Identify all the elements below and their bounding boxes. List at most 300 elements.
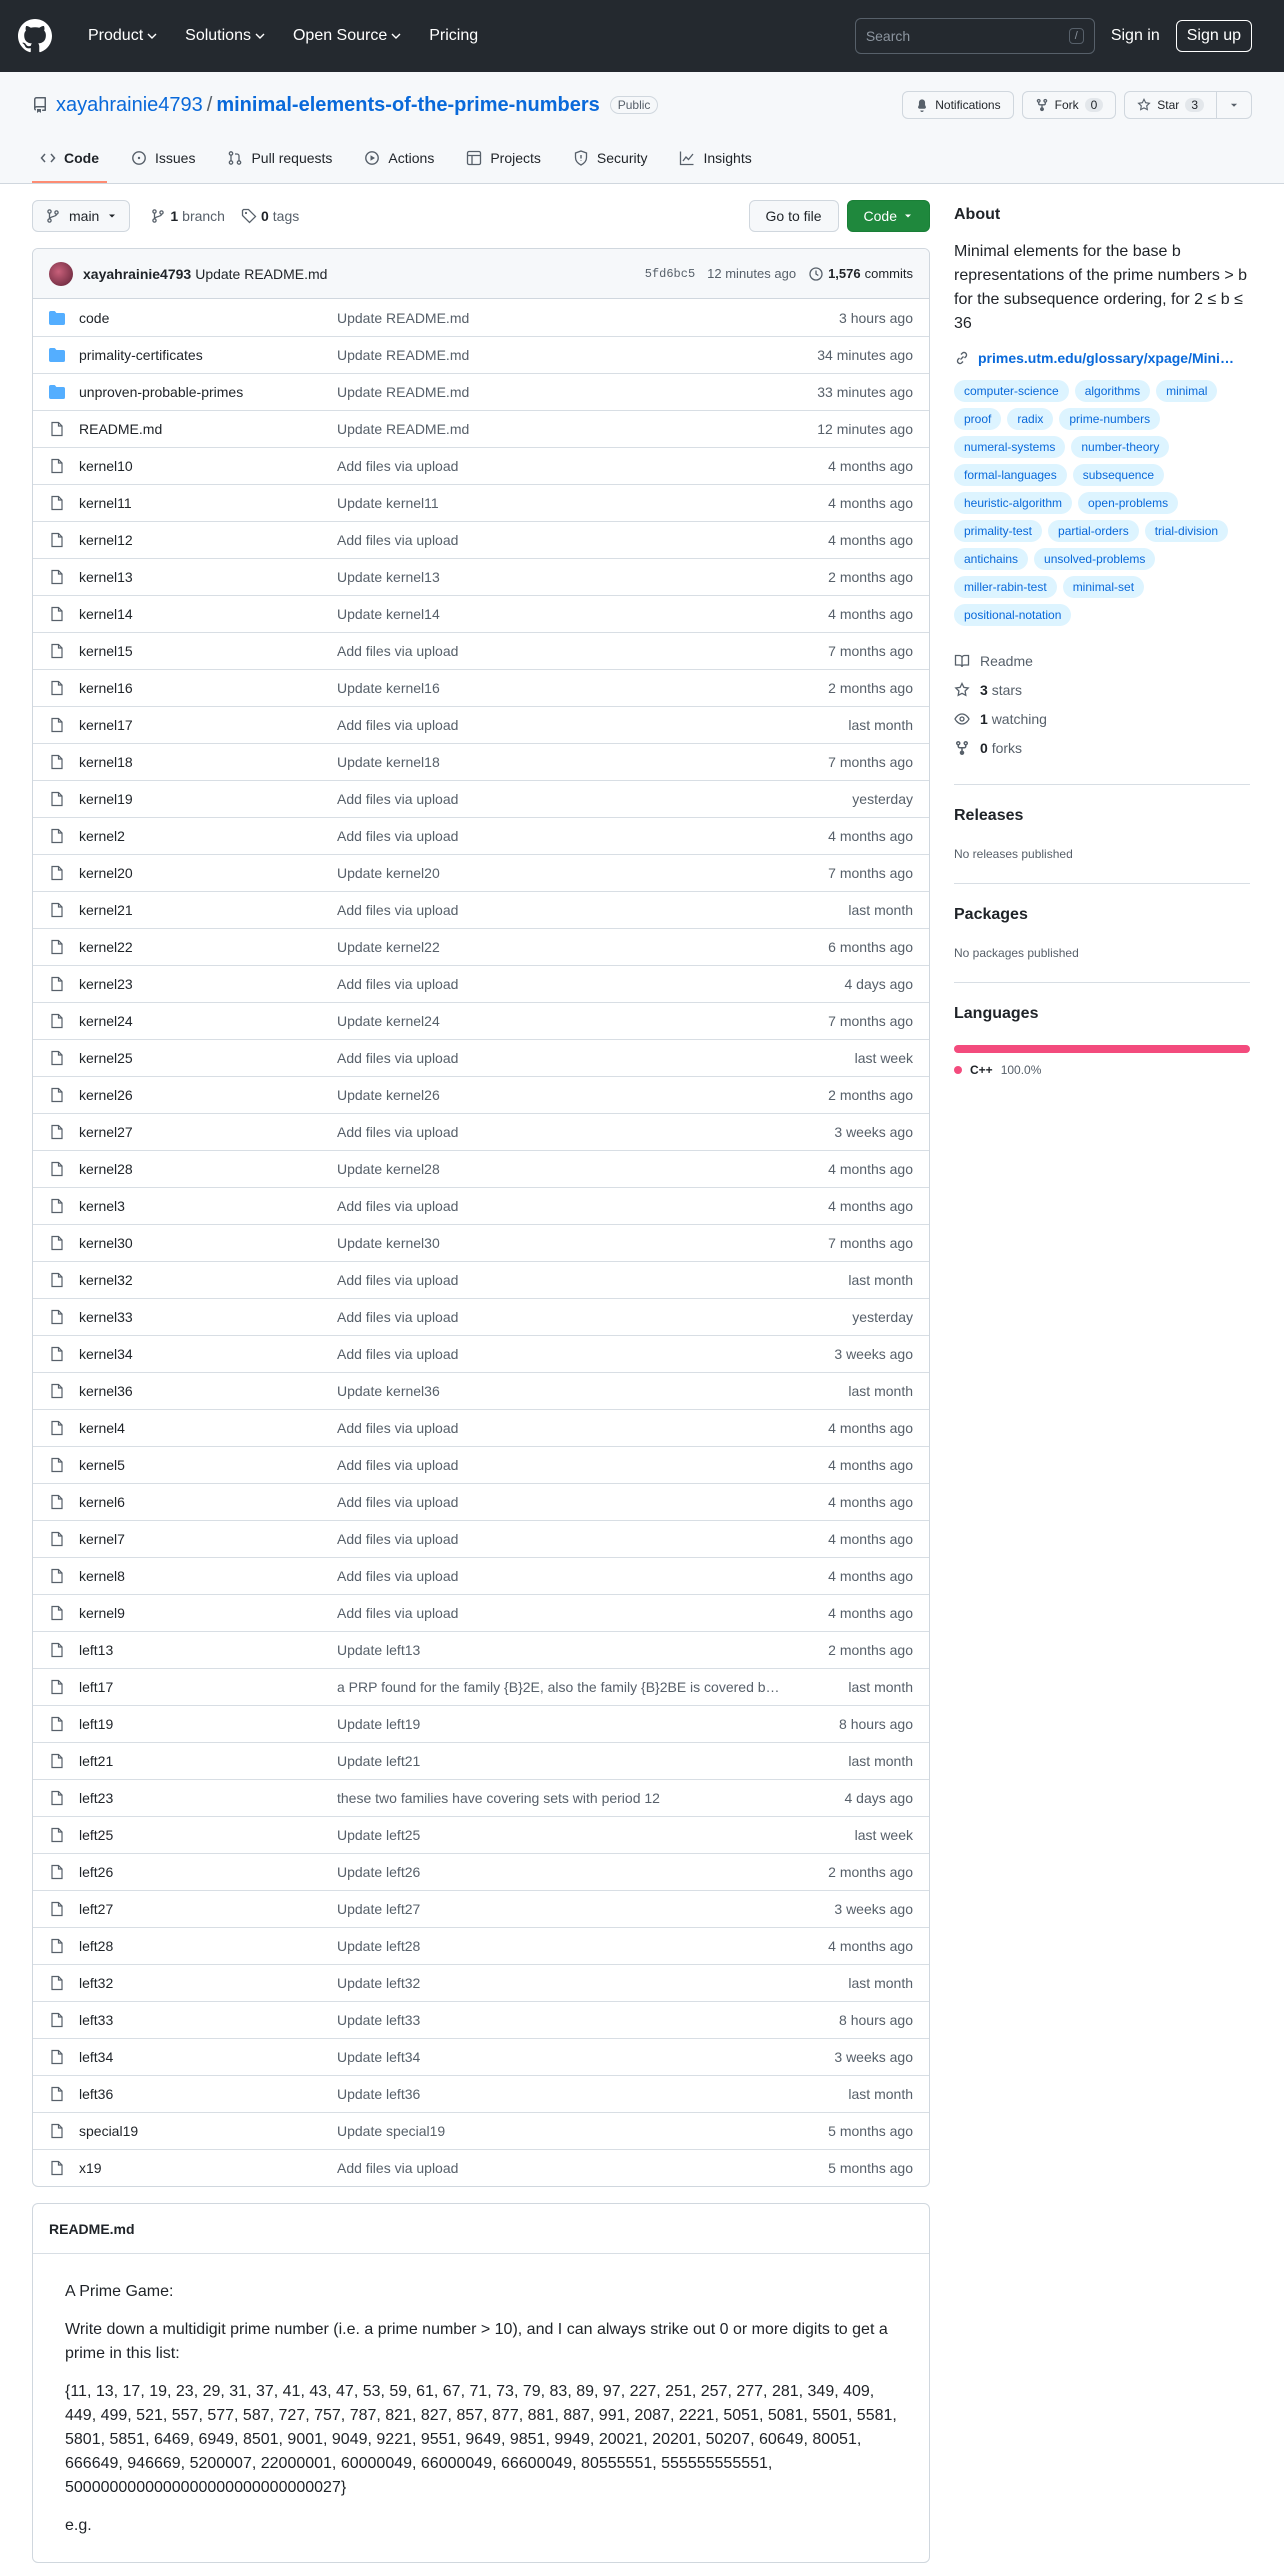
file-commit-time: 7 months ago [828,1013,913,1029]
file-commit-message[interactable]: Update kernel26 [337,1087,440,1103]
file-icon [49,1420,65,1436]
file-name-link[interactable]: left21 [79,1753,114,1769]
file-commit-message[interactable]: Add files via upload [337,717,459,733]
file-row[interactable] [33,1853,929,1890]
file-commit-time: last month [848,1975,913,1991]
file-commit-message[interactable]: a PRP found for the family {B}2E, also the family {B}2BE is covered b… [337,1679,780,1695]
file-row[interactable] [33,1927,929,1964]
topic-tag[interactable]: partial-orders [1048,520,1139,542]
language-bar [954,1045,1250,1053]
file-name-link[interactable]: kernel10 [79,458,133,474]
file-commit-time: 4 months ago [828,1938,913,1954]
file-icon [49,1864,65,1880]
file-commit-time: 2 months ago [828,1087,913,1103]
file-icon [49,1087,65,1103]
go-to-file-button[interactable]: Go to file [749,200,839,232]
readme-body [33,2254,929,2563]
file-icon [49,1790,65,1806]
file-commit-time: 4 months ago [828,1420,913,1436]
file-row[interactable] [33,484,929,521]
file-commit-message[interactable]: Add files via upload [337,1050,459,1066]
file-commit-time: 6 months ago [828,939,913,955]
file-commit-message[interactable]: Update left19 [337,1716,421,1732]
file-name-link[interactable]: kernel27 [79,1124,133,1140]
file-icon [49,1901,65,1917]
file-commit-time: last month [848,1383,913,1399]
file-row[interactable] [33,558,929,595]
file-row[interactable] [33,1446,929,1483]
file-commit-message[interactable]: Update left27 [337,1901,421,1917]
file-commit-message[interactable]: Add files via upload [337,1568,459,1584]
chevron-down-icon [147,31,157,41]
file-name-link[interactable]: kernel34 [79,1346,133,1362]
file-name-link[interactable]: left32 [79,1975,114,1991]
file-name-link[interactable]: kernel33 [79,1309,133,1325]
file-row[interactable] [33,1742,929,1779]
file-icon [49,828,65,844]
file-row[interactable] [33,891,929,928]
file-commit-message[interactable]: Update kernel28 [337,1161,440,1177]
file-commit-message[interactable]: Add files via upload [337,1198,459,1214]
file-name-link[interactable]: left13 [79,1642,114,1658]
nav-open-source[interactable]: Open Source [293,27,401,45]
commit-sha-link[interactable]: 5fd6bc5 [644,266,696,281]
file-commit-message[interactable]: Update kernel16 [337,680,440,696]
topic-tag[interactable]: miller-rabin-test [954,576,1057,598]
file-commit-time: 33 minutes ago [817,384,913,400]
readme-paragraph: {11, 13, 17, 19, 23, 29, 31, 37, 41, 43, 47, 53, 59, 61, 67, 71, 73, 79, 83, 89, 97, 227, 251, 257, 277, 281, 349, 409, 449, 499, 521, 557, 577, 587, 727, 757, 787, 821, 827, 857, 877, 881, 887, 991, 2087, 2221, 5051, 5081, 5501, 5581, 5801, 5851, 6469, 6949, 8501, 9001, 9049, 9221, 9551, 9649, 9851, 9949, 20021, 20201, 50207, 60649, 80051, 666649, 946669, 5200007, 22000001, 60000049, 66000049, 66600049, 80555551, 555555555551, 5000000000000000000000000000027} [65,2383,897,2496]
file-row[interactable] [33,1668,929,1705]
file-commit-time: 5 months ago [828,2160,913,2176]
file-commit-time: 4 months ago [828,458,913,474]
file-row[interactable] [33,1964,929,2001]
file-name-link[interactable]: left27 [79,1901,114,1917]
commit-message-link[interactable]: Update README.md [195,265,328,282]
file-name-link[interactable]: left28 [79,1938,114,1954]
file-commit-time: 8 hours ago [839,1716,913,1732]
file-row[interactable] [33,1557,929,1594]
file-row[interactable] [33,854,929,891]
topic-tag[interactable]: trial-division [1145,520,1228,542]
tab-pull-requests[interactable]: Pull requests [219,135,340,183]
file-commit-time: last month [848,1753,913,1769]
file-icon [49,1938,65,1954]
file-commit-message[interactable]: Add files via upload [337,1494,459,1510]
file-name-link[interactable]: left36 [79,2086,114,2102]
file-row[interactable] [33,1409,929,1446]
file-row[interactable] [33,1372,929,1409]
file-row[interactable] [33,743,929,780]
file-name-link[interactable]: kernel4 [79,1420,125,1436]
file-commit-message[interactable]: Update left32 [337,1975,421,1991]
file-row[interactable] [33,1187,929,1224]
releases-section [954,784,1250,861]
file-row[interactable] [33,1261,929,1298]
file-commit-message[interactable]: Update kernel24 [337,1013,440,1029]
file-name-link[interactable]: kernel18 [79,754,133,770]
file-icon [49,1716,65,1732]
file-row[interactable] [33,299,929,336]
file-name-link[interactable]: left25 [79,1827,114,1843]
file-name-link[interactable]: code [79,309,110,326]
repo-header [0,72,1284,184]
packages-heading[interactable]: Packages [954,906,1028,923]
readme-link[interactable]: Readme [954,646,1250,675]
topic-tag[interactable]: algorithms [1075,380,1150,402]
file-row[interactable] [33,669,929,706]
topic-tag[interactable]: primality-test [954,520,1042,542]
file-commit-message[interactable]: Update left26 [337,1864,421,1880]
topic-tag[interactable]: number-theory [1071,436,1169,458]
header-right [855,18,1252,54]
file-commit-message[interactable]: Update README.md [337,309,470,326]
repo-title-row [32,90,1252,120]
topic-tag[interactable]: minimal [1156,380,1217,402]
file-commit-message[interactable]: Add files via upload [337,1346,459,1362]
file-name-link[interactable]: unproven-probable-primes [79,384,244,400]
file-row[interactable] [33,1631,929,1668]
fork-icon [1035,98,1049,112]
file-name-link[interactable]: kernel8 [79,1568,125,1584]
file-row[interactable] [33,1150,929,1187]
file-row[interactable] [33,336,929,373]
file-commit-message[interactable]: Add files via upload [337,902,459,918]
history-icon [808,266,824,282]
sign-in-link[interactable]: Sign in [1110,27,1160,44]
file-commit-time: last month [848,1679,913,1695]
file-row[interactable] [33,1520,929,1557]
file-row[interactable] [33,1002,929,1039]
about-heading: About [954,206,1001,223]
file-icon [49,1161,65,1177]
file-row[interactable] [33,521,929,558]
star-list-dropdown[interactable] [1217,91,1252,119]
file-commit-time: yesterday [852,791,913,807]
file-name-link[interactable]: kernel12 [79,532,133,548]
branches-link[interactable]: 1 branch [150,208,225,224]
file-commit-message[interactable]: Update kernel36 [337,1383,440,1399]
github-logo-icon[interactable] [18,19,52,53]
tab-projects[interactable]: Projects [458,135,549,183]
file-name-link[interactable]: kernel15 [79,643,133,659]
file-name-link[interactable]: primality-certificates [79,347,203,363]
topic-tag[interactable]: unsolved-problems [1034,548,1155,570]
forks-link[interactable]: 0 forks [954,733,1250,762]
topic-tag[interactable]: computer-science [954,380,1069,402]
file-commit-time: 4 months ago [828,1198,913,1214]
file-commit-message[interactable]: Update README.md [337,347,470,363]
file-commit-message[interactable]: Add files via upload [337,458,459,474]
file-name-link[interactable]: kernel25 [79,1050,133,1066]
topic-tag[interactable]: minimal-set [1063,576,1144,598]
file-commit-time: yesterday [852,1309,913,1325]
file-row[interactable] [33,928,929,965]
file-icon [49,1975,65,1991]
file-icon [49,1494,65,1510]
file-commit-time: 7 months ago [828,643,913,659]
languages-section [954,982,1250,1077]
topic-tag[interactable]: prime-numbers [1059,408,1160,430]
repo-name-link[interactable]: minimal-elements-of-the-prime-numbers [216,93,600,116]
file-row[interactable] [33,1816,929,1853]
file-commit-message[interactable]: Update left36 [337,2086,421,2102]
file-commit-message[interactable]: Update kernel20 [337,865,440,881]
file-commit-message[interactable]: Update README.md [337,384,470,400]
file-commit-message[interactable]: Add files via upload [337,1124,459,1140]
file-name-link[interactable]: kernel21 [79,902,133,918]
topic-tag[interactable]: numeral-systems [954,436,1065,458]
latest-commit-bar [33,249,929,299]
topic-tag[interactable]: radix [1007,408,1053,430]
file-row[interactable] [33,2075,929,2112]
file-row[interactable] [33,1890,929,1927]
file-icon [49,754,65,770]
tab-security[interactable]: Security [565,135,656,183]
file-name-link[interactable]: special19 [79,2123,139,2139]
file-name-link[interactable]: kernel36 [79,1383,133,1399]
file-commit-message[interactable]: Update kernel11 [337,495,439,511]
bell-icon [915,98,929,112]
file-commit-time: 3 weeks ago [834,1346,913,1362]
file-name-link[interactable]: kernel2 [79,828,125,844]
file-commit-message[interactable]: Add files via upload [337,1420,459,1436]
branch-icon [45,208,61,224]
nav-product[interactable]: Product [88,27,157,45]
file-name-link[interactable]: left17 [79,1679,114,1695]
file-commit-message[interactable]: Add files via upload [337,643,459,659]
star-button-group [1124,91,1252,119]
file-commit-time: 4 months ago [828,1568,913,1584]
file-row[interactable] [33,706,929,743]
file-commit-time: 2 months ago [828,1864,913,1880]
repo-owner-link[interactable]: xayahrainie4793 [56,93,203,116]
file-row[interactable] [33,447,929,484]
file-commit-message[interactable]: Add files via upload [337,532,459,548]
file-row[interactable] [33,2112,929,2149]
file-row[interactable] [33,780,929,817]
topic-tag[interactable]: open-problems [1078,492,1178,514]
file-row[interactable] [33,1224,929,1261]
file-icon [49,1198,65,1214]
fork-button[interactable]: Fork 0 [1022,91,1117,119]
file-commit-time: last week [854,1827,913,1843]
topic-tag[interactable]: subsequence [1073,464,1164,486]
file-row[interactable] [33,1298,929,1335]
file-commit-message[interactable]: Add files via upload [337,828,459,844]
file-commit-message[interactable]: Update left13 [337,1642,421,1658]
file-name-link[interactable]: left23 [79,1790,114,1806]
search-input[interactable]: Search / [855,18,1095,54]
file-name-link[interactable]: kernel32 [79,1272,133,1288]
file-name-link[interactable]: kernel6 [79,1494,125,1510]
file-icon [49,2012,65,2028]
file-row[interactable] [33,817,929,854]
file-commit-time: 34 minutes ago [817,347,913,363]
file-icon [49,902,65,918]
file-row[interactable] [33,595,929,632]
file-commit-time: last month [848,1272,913,1288]
file-commit-message[interactable]: Add files via upload [337,1309,459,1325]
file-commit-time: 4 months ago [828,495,913,511]
file-name-link[interactable]: kernel26 [79,1087,133,1103]
file-commit-message[interactable]: Add files via upload [337,1605,459,1621]
nav-pricing[interactable]: Pricing [429,27,479,44]
topic-tag[interactable]: positional-notation [954,604,1071,626]
file-icon [49,1346,65,1362]
file-row[interactable] [33,1705,929,1742]
search-shortcut-key: / [1069,28,1084,44]
file-name-link[interactable]: kernel19 [79,791,133,807]
file-name-link[interactable]: kernel13 [79,569,133,585]
file-name-link[interactable]: kernel22 [79,939,133,955]
file-row[interactable] [33,2001,929,2038]
book-icon [954,653,970,669]
file-commit-time: 3 weeks ago [834,1901,913,1917]
file-icon [49,1050,65,1066]
file-commit-message[interactable]: Add files via upload [337,1457,459,1473]
file-row[interactable] [33,1076,929,1113]
file-name-link[interactable]: left19 [79,1716,114,1732]
file-icon [49,458,65,474]
file-commit-message[interactable]: Update left28 [337,1938,421,1954]
file-commit-message[interactable]: Update left34 [337,2049,421,2065]
file-row[interactable] [33,1113,929,1150]
file-commit-time: last week [854,1050,913,1066]
file-name-link[interactable]: left33 [79,2012,114,2028]
file-commit-message[interactable]: Add files via upload [337,791,459,807]
file-icon [49,680,65,696]
languages-heading: Languages [954,1005,1039,1022]
file-name-link[interactable]: kernel17 [79,717,133,733]
sign-up-button[interactable]: Sign up [1176,20,1252,52]
repo-actions [902,91,1252,119]
file-name-link[interactable]: kernel28 [79,1161,133,1177]
pull-request-icon [227,150,243,166]
homepage-link[interactable]: primes.utm.edu/glossary/xpage/Mini… [954,350,1250,366]
file-commit-message[interactable]: Update left21 [337,1753,421,1769]
file-name-link[interactable]: README.md [79,421,163,437]
file-commit-message[interactable]: Update special19 [337,2123,446,2139]
nav-solutions[interactable]: Solutions [185,27,265,45]
chevron-down-icon [391,31,401,41]
file-name-link[interactable]: kernel11 [79,495,132,511]
file-commit-message[interactable]: Add files via upload [337,2160,459,2176]
folder-icon [49,310,65,326]
file-name-link[interactable]: kernel23 [79,976,133,992]
file-name-link[interactable]: kernel7 [79,1531,125,1547]
releases-heading[interactable]: Releases [954,807,1024,824]
file-commit-message[interactable]: Update left25 [337,1827,421,1843]
file-commit-message[interactable]: Update left33 [337,2012,421,2028]
language-item[interactable]: C++ 100.0% [954,1063,1250,1077]
file-commit-time: 2 months ago [828,569,913,585]
file-commit-time: 4 days ago [844,1790,913,1806]
file-icon [49,643,65,659]
file-commit-message[interactable]: Update kernel13 [337,569,440,585]
file-name-link[interactable]: kernel16 [79,680,133,696]
file-name-link[interactable]: kernel5 [79,1457,125,1473]
file-row[interactable] [33,410,929,447]
readme-panel [32,2203,930,2563]
file-row[interactable] [33,965,929,1002]
file-commit-time: 3 weeks ago [834,2049,913,2065]
readme-paragraph: A Prime Game: [65,2283,174,2300]
avatar[interactable] [49,262,73,286]
watchers-link[interactable]: 1 watching [954,704,1250,733]
file-name-link[interactable]: kernel30 [79,1235,133,1251]
file-name-link[interactable]: left34 [79,2049,114,2065]
repo-icon [32,97,48,113]
code-dropdown-button[interactable]: Code [847,200,930,232]
file-commit-message[interactable]: Update README.md [337,421,470,437]
file-commit-message[interactable]: Update kernel18 [337,754,440,770]
file-row[interactable] [33,373,929,410]
file-commit-time: 7 months ago [828,1235,913,1251]
topic-tag[interactable]: proof [954,408,1001,430]
tab-actions[interactable]: Actions [356,135,442,183]
topic-tag[interactable]: heuristic-algorithm [954,492,1072,514]
file-icon [49,1568,65,1584]
file-name-link[interactable]: kernel20 [79,865,133,881]
file-name-link[interactable]: kernel3 [79,1198,125,1214]
file-row[interactable] [33,2038,929,2075]
tag-icon [241,208,257,224]
file-commit-time: 2 months ago [828,680,913,696]
file-name-link[interactable]: left26 [79,1864,114,1880]
file-row[interactable] [33,1039,929,1076]
file-name-link[interactable]: kernel24 [79,1013,133,1029]
notifications-button[interactable]: Notifications [902,91,1013,119]
file-commit-time: 4 months ago [828,606,913,622]
topic-tag[interactable]: antichains [954,548,1028,570]
file-icon [49,1457,65,1473]
file-commit-message[interactable]: Update kernel14 [337,606,440,622]
file-commit-message[interactable]: Update kernel30 [337,1235,440,1251]
file-row[interactable] [33,1483,929,1520]
file-commit-time: 12 minutes ago [817,421,913,437]
file-commit-message[interactable]: Add files via upload [337,976,459,992]
file-commit-time: 7 months ago [828,754,913,770]
file-commit-message[interactable]: Add files via upload [337,1272,459,1288]
tags-link[interactable]: 0 tags [241,208,299,224]
commit-author-link[interactable]: xayahrainie4793 [83,265,192,282]
file-commit-message[interactable]: Add files via upload [337,1531,459,1547]
topic-tag[interactable]: formal-languages [954,464,1067,486]
tab-issues[interactable]: Issues [123,135,203,183]
branch-icon [150,208,166,224]
commits-history-link[interactable]: 1,576 commits [808,266,913,282]
file-commit-time: 3 weeks ago [834,1124,913,1140]
file-commit-time: 3 hours ago [839,309,913,326]
file-row[interactable] [33,1779,929,1816]
tab-insights[interactable]: Insights [671,135,759,183]
file-name-link[interactable]: kernel14 [79,606,133,622]
file-row[interactable] [33,2149,929,2186]
file-list [33,299,929,2186]
file-row[interactable] [33,1594,929,1631]
file-row[interactable] [33,632,929,669]
branch-select-button[interactable]: main [32,200,130,232]
file-name-link[interactable]: x19 [79,2160,102,2176]
file-commit-message[interactable]: these two families have covering sets with period 12 [337,1790,660,1806]
tab-code[interactable]: Code [32,135,107,183]
stars-link[interactable]: 3 stars [954,675,1250,704]
file-row[interactable] [33,1335,929,1372]
file-commit-message[interactable]: Update kernel22 [337,939,440,955]
file-commit-time: last month [848,2086,913,2102]
file-name-link[interactable]: kernel9 [79,1605,125,1621]
star-button[interactable]: Star 3 [1124,91,1217,119]
